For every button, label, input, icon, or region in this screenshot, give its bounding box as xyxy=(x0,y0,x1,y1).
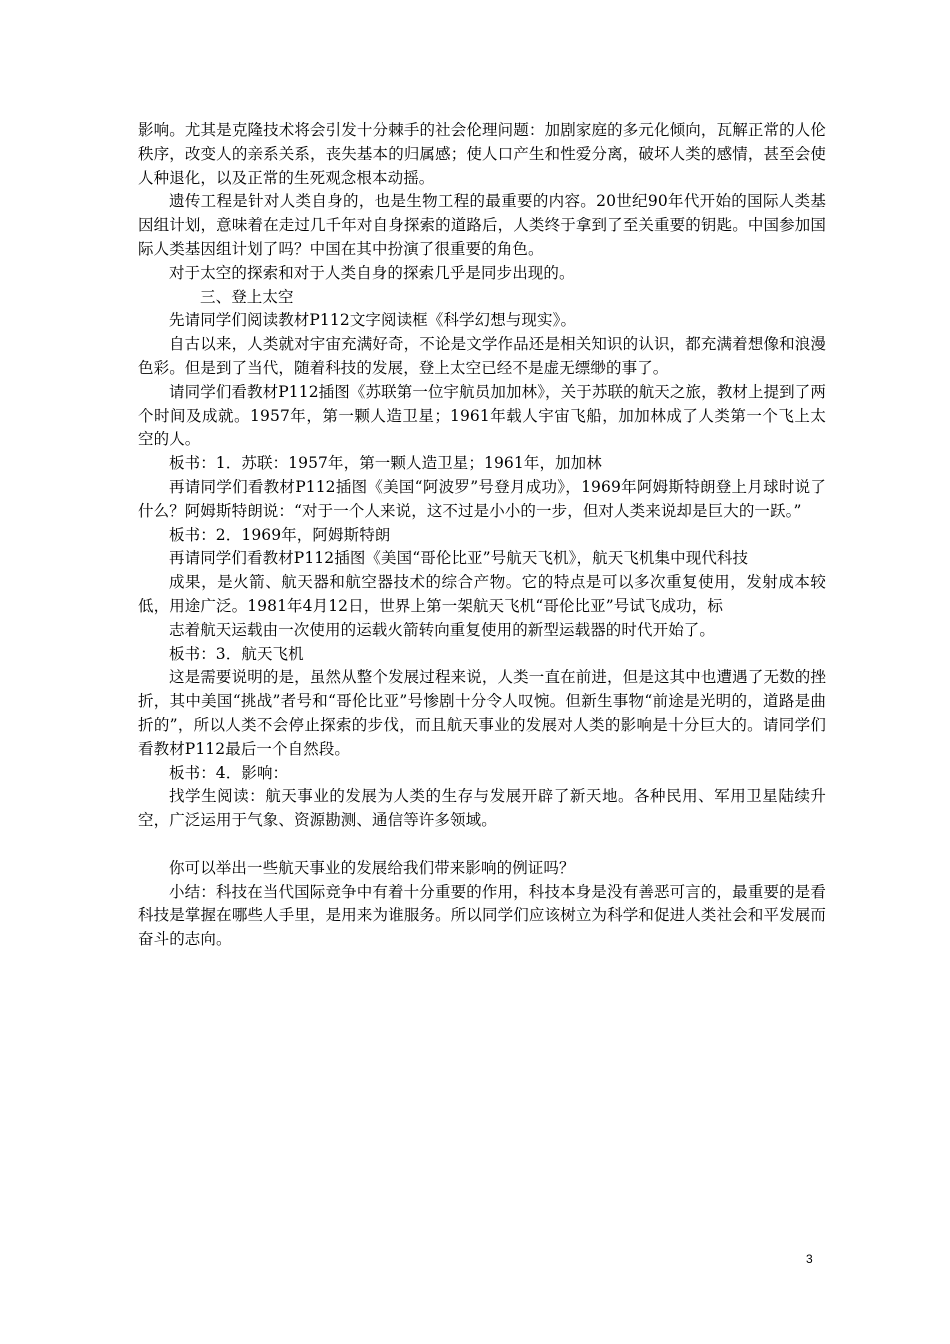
paragraph-shuttle-line-3: 志着航天运载由一次使用的运载火箭转向重复使用的新型运载器的时代开始了。 xyxy=(169,620,716,639)
blackboard-note-2: 板书：2．1969年，阿姆斯特朗 xyxy=(169,525,391,544)
blackboard-note-3: 板书：3．航天飞机 xyxy=(169,644,304,663)
page-number: 3 xyxy=(806,1252,813,1266)
paragraph-summary: 小结：科技在当代国际竞争中有着十分重要的作用，科技本身是没有善恶可言的，最重要的是看科技是掌握在哪些人手里，是用来为谁服务。所以同学们应该树立为科学和促进人类社会和平发展而奋斗的志向。 xyxy=(138,882,826,949)
paragraph-setbacks: 这是需要说明的是，虽然从整个发展过程来说，人类一直在前进，但是这其中也遭遇了无数的挫折，其中美国“挑战”者号和“哥伦比亚”号惨剧十分令人叹惋。但新生事物“前途是光明的，道路是曲折的”，所以人类不会停止探索的步伐，而且航天事业的发展对人类的影响是十分巨大的。请同学们看教材P112最后一个自然段。 xyxy=(138,668,826,758)
document-body xyxy=(138,119,826,952)
paragraph-student-reading: 找学生阅读：航天事业的发展为人类的生存与发展开辟了新天地。各种民用、军用卫星陆续升空，广泛运用于气象、资源勘测、通信等许多领域。 xyxy=(138,787,826,830)
blank-line xyxy=(138,833,826,857)
blackboard-note-4: 板书：4．影响： xyxy=(169,763,289,782)
paragraph-cloning-ethics: 影响。尤其是克隆技术将会引发十分棘手的社会伦理问题：加剧家庭的多元化倾向，瓦解正常的人伦秩序，改变人的亲系关系，丧失基本的归属感；使人口产生和性爱分离，破坏人类的感情，甚至会使人种退化，以及正常的生死观念根本动摇。 xyxy=(138,121,826,187)
paragraph-space-exploration-intro: 对于太空的探索和对于人类自身的探索几乎是同步出现的。 xyxy=(169,263,575,282)
paragraph-apollo: 再请同学们看教材P112插图《美国“阿波罗”号登月成功》，1969年阿姆斯特朗登上月球时说了什么？阿姆斯特朗说：“对于一个人来说，这不过是小小的一步，但对人类来说却是巨大的一跃。” xyxy=(138,477,826,520)
paragraph-shuttle-line-2: 成果，是火箭、航天器和航空器技术的综合产物。它的特点是可以多次重复使用，发射成本较低，用途广泛。1981年4月12日，世界上第一架航天飞机“哥伦比亚”号试飞成功，标 xyxy=(138,573,826,615)
blackboard-note-1: 板书：1．苏联：1957年，第一颗人造卫星；1961年，加加林 xyxy=(169,454,602,473)
paragraph-shuttle-line-1: 再请同学们看教材P112插图《美国“哥伦比亚”号航天飞机》，航天飞机集中现代科技 xyxy=(169,549,749,568)
paragraph-reading-box: 先请同学们阅读教材P112文字阅读框《科学幻想与现实》。 xyxy=(169,311,577,330)
paragraph-genetic-engineering: 遗传工程是针对人类自身的，也是生物工程的最重要的内容。20世纪90年代开始的国际人类基因组计划，意味着在走过几千年对自身探索的道路后，人类终于拿到了至关重要的钥匙。中国参加国际人类基因组计划了吗？中国在其中扮演了很重要的角色。 xyxy=(138,192,826,258)
paragraph-question: 你可以举出一些航天事业的发展给我们带来影响的例证吗？ xyxy=(169,858,575,877)
paragraph-gagarin: 请同学们看教材P112插图《苏联第一位宇航员加加林》，关于苏联的航天之旅，教材上提到了两个时间及成就。1957年，第一颗人造卫星；1961年载人宇宙飞船，加加林成了人类第一个飞上太空的人。 xyxy=(138,382,826,449)
paragraph-since-ancient-times: 自古以来，人类就对宇宙充满好奇，不论是文学作品还是相关知识的认识，都充满着想像和浪漫色彩。但是到了当代，随着科技的发展，登上太空已经不是虚无缥缈的事了。 xyxy=(138,335,826,377)
section-heading: 三、登上太空 xyxy=(200,287,294,306)
